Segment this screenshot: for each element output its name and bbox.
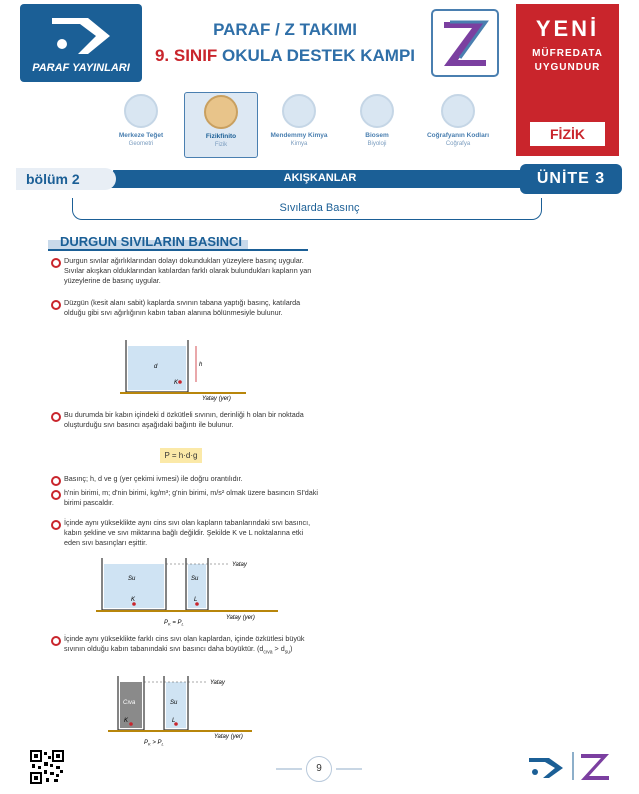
team-member-subject: Coğrafya — [445, 141, 471, 147]
z-logo-icon — [581, 754, 609, 780]
bullet-paragraph: Düzgün (kesit alanı sabit) kaplarda sıvının tabana yaptığı basınç, katılarda olduğu gibi sıvı ağırlığının kabın taban alanına bölünmesiyle bulunur. — [48, 298, 318, 318]
ribbon-line1: MÜFREDATA — [532, 48, 603, 59]
team-member-name: Mendemmy Kimya — [270, 132, 328, 139]
topic-title: AKIŞKANLAR — [283, 172, 357, 184]
paraf-arrow-icon — [529, 758, 563, 778]
figure-two-containers-different-liquids — [102, 674, 262, 746]
page-number: 9 — [306, 756, 332, 782]
label-h: h — [199, 362, 203, 368]
bullet-paragraph: h'nin birimi, m; d'nin birimi, kg/m³; g'nin birimi, m/s² olmak üzere basıncın SI'daki birimi pascaldır. — [48, 488, 318, 508]
subscript: su — [284, 649, 291, 656]
bullet-text: ) — [290, 644, 293, 653]
ribbon-new: YENİ — [535, 16, 600, 41]
bullet-paragraph: Bu durumda bir kabın içindeki d özkütleli sıvının, derinliği h olan bir noktada oluşturduğu sıvı basıncı aşağıdaki bağıntı ile bulunur. — [48, 410, 318, 430]
team-member-name: Coğrafyanın Kodları — [426, 132, 490, 139]
label-ground: Yatay (yer) — [202, 396, 231, 402]
relation-sub: L — [181, 621, 184, 627]
publisher-logo — [20, 4, 142, 82]
label-top: Yatay — [232, 562, 247, 568]
page-ornament — [336, 768, 362, 770]
bullet-text: İçinde aynı yükseklikte farklı cins sıvı olan kaplardan, içinde özkütlesi büyük sıvının olduğu kabın tabanındaki sıvı basıncı daha büyüktür. (d — [64, 634, 305, 653]
team-member-subject: Kimya — [290, 141, 308, 147]
label-l: L — [172, 718, 176, 724]
relation-sub: L — [161, 741, 164, 746]
z-team-logo-icon — [430, 8, 500, 78]
label-su: Su — [170, 700, 178, 706]
subscript: cıva — [263, 649, 273, 656]
ribbon-subject: FİZİK — [530, 122, 605, 146]
label-civa: Cıva — [123, 700, 136, 706]
team-member-geometry — [104, 92, 178, 158]
bullet-paragraph: İçinde aynı yükseklikte aynı cins sıvı olan kapların tabanlarındaki sıvı basıncı, kabın şekline ve sıvı miktarına bağlı değildir. Şekilde K ve L noktalarına etki eden sıvı basınçları eşittir. — [48, 518, 318, 548]
curriculum-ribbon — [516, 4, 619, 156]
avatar — [282, 94, 316, 128]
relation-greater — [144, 740, 164, 746]
pressure-formula: P = h·d·g — [160, 448, 202, 463]
figure-two-containers-same-liquid — [92, 556, 282, 628]
team-member-name: Merkeze Teğet — [118, 132, 164, 139]
label-k: K — [131, 597, 136, 603]
team-member-name: Fizikfinito — [205, 133, 237, 140]
label-k: K — [124, 718, 129, 724]
point-k — [178, 380, 182, 384]
page-title: PARAF / Z TAKIMI — [213, 20, 357, 39]
avatar — [441, 94, 475, 128]
avatar — [360, 94, 394, 128]
relation-p: P — [144, 740, 149, 746]
label-k: K — [174, 380, 179, 386]
bullet-paragraph: Durgun sıvılar ağırlıklarından dolayı dokundukları yüzeylere basınç uygular. Sıvılar akışkan olduklarından katılardan farklı olarak bulundukları kapların yan yüzeylerine de basınç uygular. — [48, 256, 318, 286]
section-label: bölüm 2 — [16, 168, 116, 190]
camp-label: OKULA DESTEK KAMPI — [222, 46, 416, 65]
relation-p: P — [164, 620, 169, 626]
ribbon-line2: UYGUNDUR — [534, 62, 601, 73]
team-member-name: Biosem — [365, 132, 389, 139]
content-heading-text: DURGUN SIVILARIN BASINCI — [48, 234, 248, 249]
relation-mid: > P — [150, 740, 162, 746]
label-su1: Su — [128, 576, 136, 582]
relation-sub: K — [148, 741, 151, 746]
page-ornament — [276, 768, 302, 770]
team-member-subject: Biyoloji — [367, 141, 387, 147]
relation-sub: K — [168, 621, 171, 627]
team-member-biology — [340, 92, 414, 158]
label-top: Yatay — [210, 680, 225, 686]
team-member-chemistry — [262, 92, 336, 158]
point-k — [129, 722, 133, 726]
unit-badge: ÜNİTE 3 — [520, 164, 622, 194]
avatar — [204, 95, 238, 129]
label-d: d — [154, 364, 158, 370]
figure-single-container — [118, 336, 248, 402]
bullet-paragraph — [48, 634, 318, 657]
team-member-subject: Geometri — [128, 141, 154, 147]
team-member-subject: Fizik — [214, 142, 228, 148]
avatar — [124, 94, 158, 128]
team-member-geography — [418, 92, 498, 158]
relation-equal — [164, 620, 184, 627]
page-subtitle — [150, 46, 420, 66]
bullet-paragraph: Basınç; h, d ve g (yer çekimi ivmesi) ile doğru orantılıdır. — [48, 474, 318, 484]
label-ground: Yatay (yer) — [226, 615, 255, 621]
team-member-physics — [184, 92, 258, 158]
paraf-arrow-icon — [48, 14, 114, 56]
content-heading — [48, 233, 308, 251]
qr-code[interactable] — [30, 750, 64, 784]
label-su2: Su — [191, 576, 199, 582]
label-ground: Yatay (yer) — [214, 734, 243, 740]
section-subtitle: Sıvılarda Basınç — [279, 202, 360, 214]
relation-mid: = P — [170, 620, 182, 626]
footer-logo — [525, 748, 615, 784]
bullet-text: > d — [272, 644, 285, 653]
label-l: L — [194, 597, 198, 603]
grade-label: 9. SINIF — [154, 46, 218, 65]
publisher-name: PARAF YAYINLARI — [32, 62, 130, 74]
